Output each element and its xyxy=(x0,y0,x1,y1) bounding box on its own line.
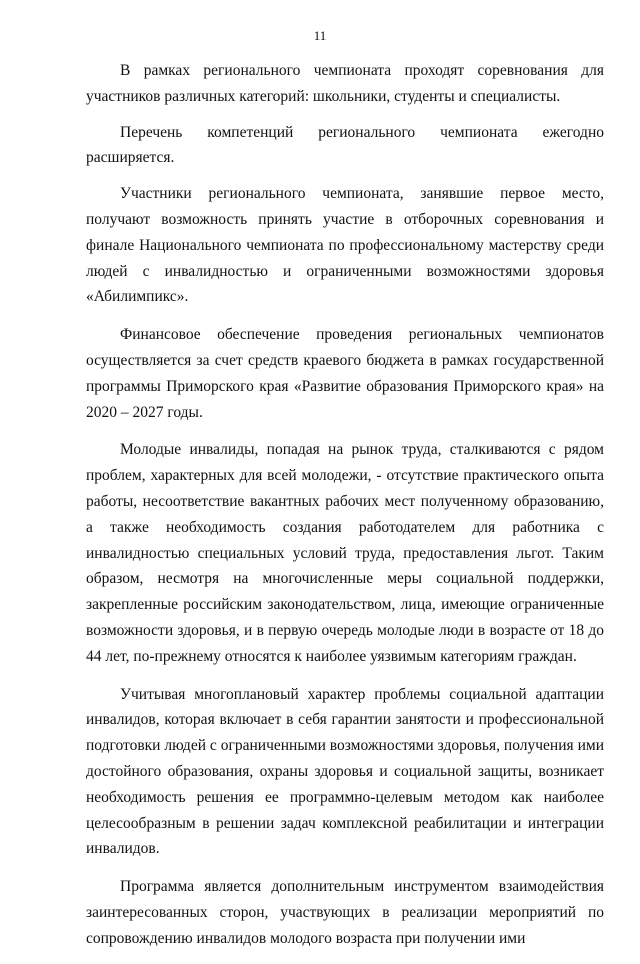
paragraph-financing: Финансовое обеспечение проведения региональных чемпионатов осуществляется за счет средств краевого бюджета в рамках государственной программы Приморского края «Развитие образования Приморского края» на 2020 – 2027 годы. xyxy=(86,326,604,421)
page-number: 11 xyxy=(313,28,327,43)
paragraph-winners-national-final: Участники регионального чемпионата, занявшие первое место, получают возможность принять участие в отборочных соревнования и финале Национального чемпионата по профессиональному мастерству среди людей с инвалидностью и ограниченными возможностями здоровья «Абилимпикс». xyxy=(86,185,604,306)
paragraph-program-instrument: Программа является дополнительным инструментом взаимодействия заинтересованных сторон, участвующих в реализации мероприятий по сопровождению инвалидов молодого возраста при получении ими xyxy=(86,878,604,947)
paragraph-competencies-list: Перечень компетенций регионального чемпионата ежегодно расширяется. xyxy=(86,123,604,167)
paragraph-championship-categories: В рамках регионального чемпионата проходят соревнования для участников различных категорий: школьники, студенты и специалисты. xyxy=(86,62,604,105)
document-body xyxy=(86,58,604,964)
paragraph-social-adaptation: Учитывая многоплановый характер проблемы социальной адаптации инвалидов, которая включает в себя гарантии занятости и профессиональной подготовки людей с ограниченными возможностями здоровья, получения ими достойного образования, охраны здоровья и социальной защиты, возникает необходимость решения ее программно-целевым методом как наиболее целесообразным в решении задач комплексной реабилитации и интеграции инвалидов. xyxy=(86,685,604,858)
paragraph-young-disabled-labor-market: Молодые инвалиды, попадая на рынок труда, сталкиваются с рядом проблем, характерных для всей молодежи, - отсутствие практического опыта работы, несоответствие вакантных рабочих мест полученному образованию, а также необходимость создания работодателем для работника с инвалидностью специальных условий труда, предоставления льгот. Таким образом, несмотря на многочисленные меры социальной поддержки, закрепленные российским законодательством, лица, имеющие ограниченные возможности здоровья, и в первую очередь молодые люди в возрасте от 18 до 44 лет, по-прежнему относятся к наиболее уязвимым категориям граждан. xyxy=(86,441,604,665)
